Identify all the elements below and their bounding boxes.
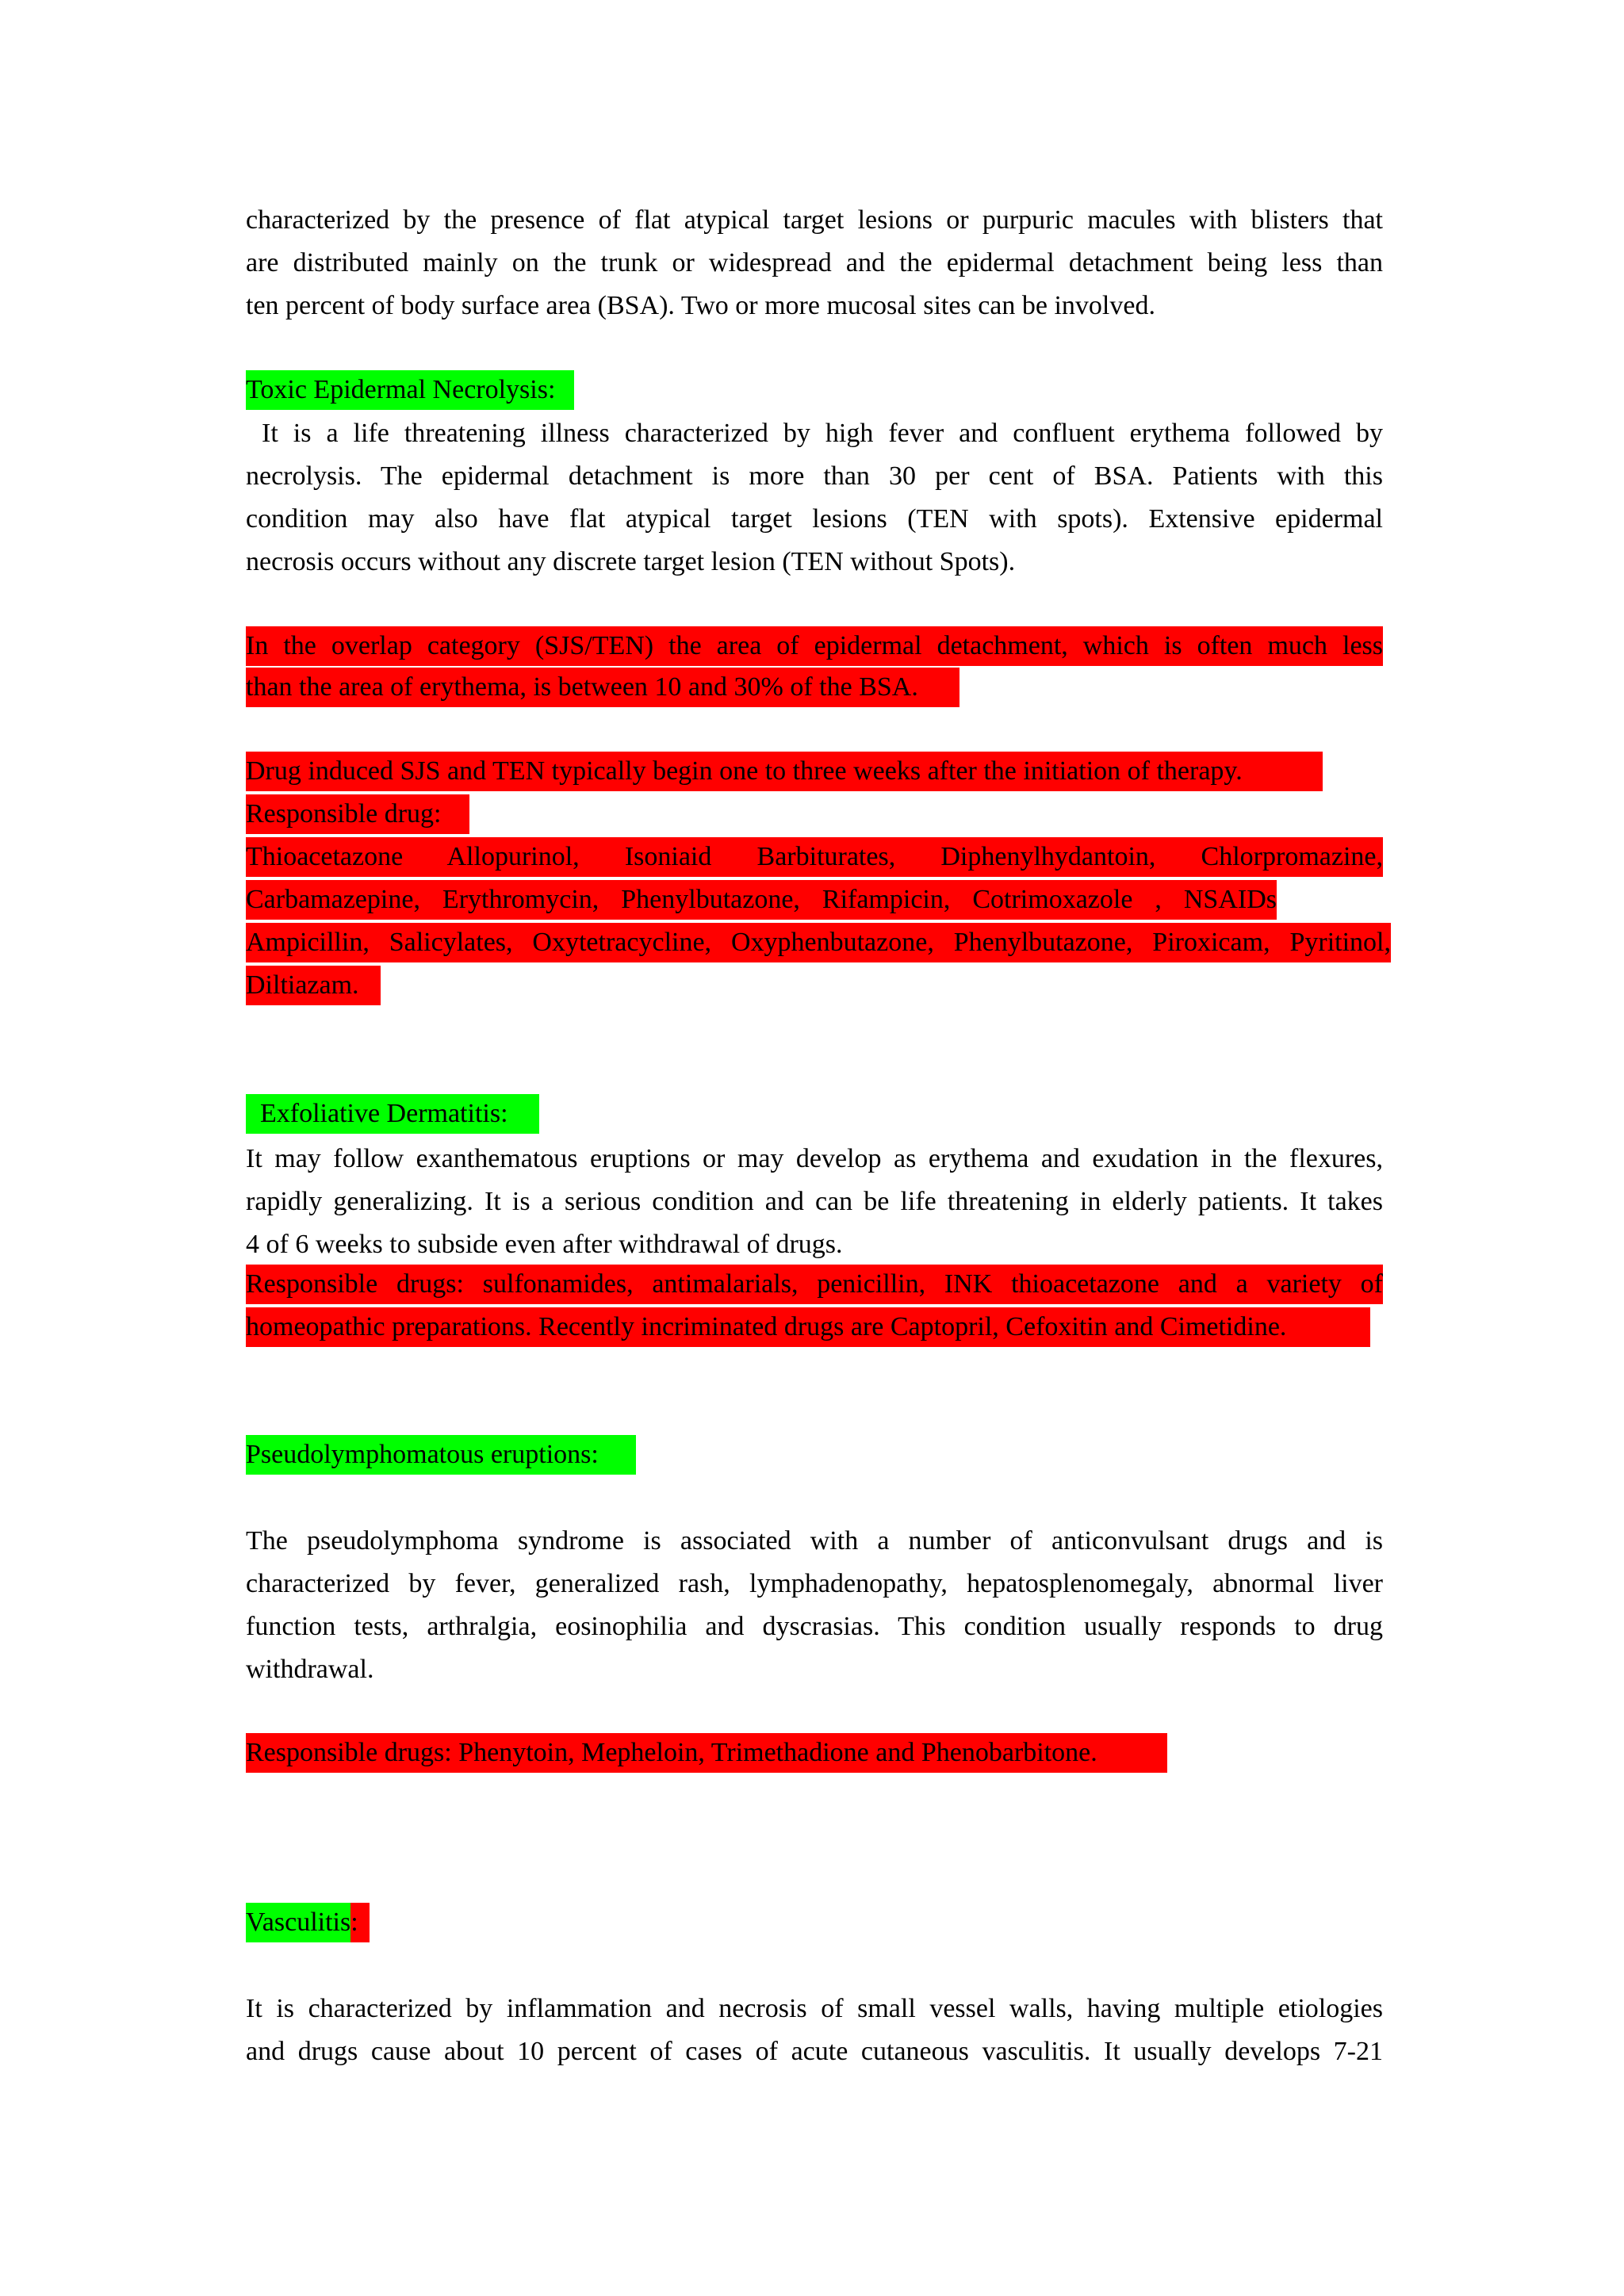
text-line: It may follow exanthematous eruptions or may develop as erythema and exudation in the flexures,	[246, 1144, 1383, 1173]
exfoliative-paragraph	[246, 1138, 1383, 1266]
text-line: function tests, arthralgia, eosinophilia and dyscrasias. This condition usually responds to drug	[246, 1612, 1383, 1641]
drug-list-line	[246, 966, 381, 1005]
intro-paragraph	[246, 199, 1383, 327]
text-line: withdrawal.	[246, 1655, 374, 1684]
pseudolymphomatous-heading: Pseudolymphomatous eruptions:	[246, 1435, 636, 1475]
text-line: condition may also have flat atypical target lesions (TEN with spots). Extensive epidermal	[246, 504, 1383, 534]
text-line: It is characterized by inflammation and necrosis of small vessel walls, having multiple etiologies	[246, 1994, 1383, 2023]
vasculitis-heading	[246, 1903, 370, 1942]
text-line: The pseudolymphoma syndrome is associated with a number of anticonvulsant drugs and is	[246, 1526, 1383, 1556]
vasculitis-heading-text: Vasculitis	[246, 1903, 350, 1942]
text-line: Ampicillin, Salicylates, Oxytetracycline, Oxyphenbutazone, Phenylbutazone, Piroxicam, Pyritinol,	[246, 928, 1391, 957]
text-line: It is a life threatening illness characterized by high fever and confluent erythema followed by	[262, 419, 1383, 448]
text-line: necrolysis. The epidermal detachment is more than 30 per cent of BSA. Patients with this	[246, 461, 1383, 491]
pseudolymphomatous-drug-line	[246, 1733, 1167, 1773]
text-line: necrosis occurs without any discrete target lesion (TEN without Spots).	[246, 547, 1016, 576]
text-line: characterized by fever, generalized rash, lymphadenopathy, hepatosplenomegaly, abnormal liver	[246, 1569, 1383, 1598]
overlap-line	[246, 668, 959, 707]
exfoliative-drug-line	[246, 1307, 1370, 1347]
drug-list-line	[246, 837, 1383, 877]
vasculitis-paragraph	[246, 1988, 1383, 2073]
overlap-line	[246, 626, 1383, 666]
text-line: Responsible drug:	[246, 799, 442, 828]
ten-paragraph	[246, 412, 1383, 584]
text-line: and drugs cause about 10 percent of cases of acute cutaneous vasculitis. It usually develops 7-21	[246, 2037, 1383, 2066]
drug-list-line	[246, 923, 1391, 962]
exfoliative-heading: Exfoliative Dermatitis:	[246, 1094, 539, 1134]
text-line: Thioacetazone Allopurinol, Isoniaid Barbiturates, Diphenylhydantoin, Chlorpromazine,	[246, 842, 1383, 871]
text-line: Drug induced SJS and TEN typically begin one to three weeks after the initiation of therapy.	[246, 756, 1243, 786]
text-line: characterized by the presence of flat atypical target lesions or purpuric macules with blisters that	[246, 205, 1383, 235]
drug-list-line	[246, 880, 1277, 920]
text-line: than the area of erythema, is between 10 and 30% of the BSA.	[246, 672, 918, 702]
ten-heading: Toxic Epidermal Necrolysis:	[246, 370, 574, 410]
text-line: 4 of 6 weeks to subside even after withdrawal of drugs.	[246, 1230, 843, 1259]
text-line: Responsible drugs: sulfonamides, antimalarials, penicillin, INK thioacetazone and a variety of	[246, 1269, 1383, 1299]
text-line: Diltiazam.	[246, 970, 359, 1000]
text-line: Carbamazepine, Erythromycin, Phenylbutazone, Rifampicin, Cotrimoxazole , NSAIDs	[246, 885, 1277, 914]
text-line: are distributed mainly on the trunk or widespread and the epidermal detachment being less than	[246, 248, 1383, 277]
exfoliative-drug-line	[246, 1265, 1383, 1304]
text-line: homeopathic preparations. Recently incriminated drugs are Captopril, Cefoxitin and Cimetidine.	[246, 1312, 1287, 1341]
text-line: ten percent of body surface area (BSA). Two or more mucosal sites can be involved.	[246, 291, 1155, 320]
pseudolymphomatous-paragraph	[246, 1520, 1383, 1691]
vasculitis-heading-colon: :	[350, 1903, 369, 1942]
text-line: Responsible drugs: Phenytoin, Mepheloin, Trimethadione and Phenobarbitone.	[246, 1738, 1097, 1767]
text-line: rapidly generalizing. It is a serious condition and can be life threatening in elderly patients. It takes	[246, 1187, 1383, 1216]
sjs-onset-line	[246, 752, 1323, 791]
responsible-drug-label	[246, 794, 469, 834]
text-line: In the overlap category (SJS/TEN) the area of epidermal detachment, which is often much less	[246, 631, 1383, 660]
